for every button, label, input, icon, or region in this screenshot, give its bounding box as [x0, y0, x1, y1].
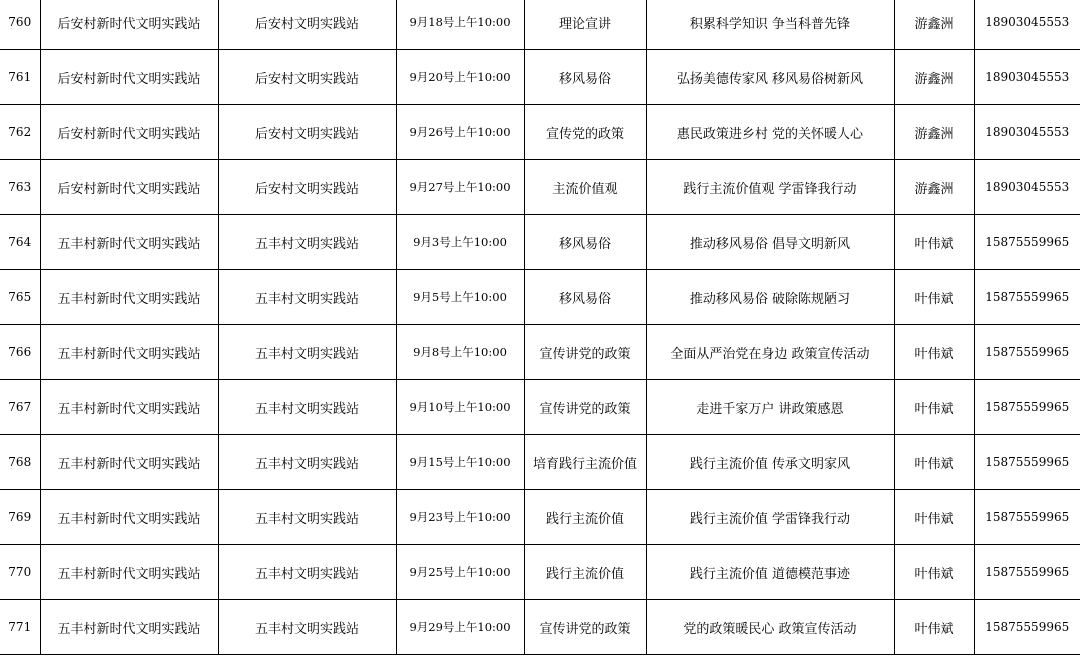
unit-cell: 五丰村新时代文明实践站 — [40, 325, 218, 380]
contact-cell: 叶伟斌 — [894, 380, 974, 435]
category-cell: 宣传讲党的政策 — [524, 325, 646, 380]
time-cell: 9月26号上午10:00 — [396, 105, 524, 160]
table-row — [0, 105, 1080, 160]
phone-cell: 15875559965 — [974, 600, 1080, 655]
phone-cell: 18903045553 — [974, 105, 1080, 160]
time-cell: 9月3号上午10:00 — [396, 215, 524, 270]
category-cell: 培育践行主流价值 — [524, 435, 646, 490]
unit-cell: 五丰村新时代文明实践站 — [40, 380, 218, 435]
contact-cell: 叶伟斌 — [894, 545, 974, 600]
phone-cell: 18903045553 — [974, 0, 1080, 50]
row-number-cell: 761 — [0, 50, 40, 105]
theme-cell: 践行主流价值 传承文明家风 — [646, 435, 894, 490]
phone-cell: 15875559965 — [974, 325, 1080, 380]
time-cell: 9月29号上午10:00 — [396, 600, 524, 655]
unit-cell: 五丰村新时代文明实践站 — [40, 490, 218, 545]
phone-cell: 15875559965 — [974, 545, 1080, 600]
theme-cell: 践行主流价值 学雷锋我行动 — [646, 490, 894, 545]
row-number-cell: 764 — [0, 215, 40, 270]
site-cell: 五丰村文明实践站 — [218, 490, 396, 545]
phone-cell: 15875559965 — [974, 215, 1080, 270]
theme-cell: 践行主流价值 道德模范事迹 — [646, 545, 894, 600]
time-cell: 9月5号上午10:00 — [396, 270, 524, 325]
contact-cell: 叶伟斌 — [894, 600, 974, 655]
site-cell: 五丰村文明实践站 — [218, 380, 396, 435]
site-cell: 后安村文明实践站 — [218, 160, 396, 215]
unit-cell: 五丰村新时代文明实践站 — [40, 270, 218, 325]
contact-cell: 游鑫洲 — [894, 50, 974, 105]
table-row — [0, 380, 1080, 435]
row-number-cell: 762 — [0, 105, 40, 160]
contact-cell: 游鑫洲 — [894, 105, 974, 160]
site-cell: 五丰村文明实践站 — [218, 435, 396, 490]
table-row — [0, 435, 1080, 490]
unit-cell: 五丰村新时代文明实践站 — [40, 215, 218, 270]
table-row — [0, 0, 1080, 50]
row-number-cell: 766 — [0, 325, 40, 380]
phone-cell: 15875559965 — [974, 435, 1080, 490]
table-row — [0, 600, 1080, 655]
time-cell: 9月23号上午10:00 — [396, 490, 524, 545]
site-cell: 五丰村文明实践站 — [218, 545, 396, 600]
contact-cell: 叶伟斌 — [894, 490, 974, 545]
row-number-cell: 768 — [0, 435, 40, 490]
table-row — [0, 270, 1080, 325]
contact-cell: 游鑫洲 — [894, 0, 974, 50]
theme-cell: 积累科学知识 争当科普先锋 — [646, 0, 894, 50]
contact-cell: 叶伟斌 — [894, 215, 974, 270]
unit-cell: 后安村新时代文明实践站 — [40, 160, 218, 215]
site-cell: 后安村文明实践站 — [218, 0, 396, 50]
table-row — [0, 490, 1080, 545]
unit-cell: 五丰村新时代文明实践站 — [40, 435, 218, 490]
phone-cell: 18903045553 — [974, 160, 1080, 215]
category-cell: 宣传讲党的政策 — [524, 600, 646, 655]
time-cell: 9月10号上午10:00 — [396, 380, 524, 435]
phone-cell: 18903045553 — [974, 50, 1080, 105]
time-cell: 9月27号上午10:00 — [396, 160, 524, 215]
category-cell: 移风易俗 — [524, 50, 646, 105]
theme-cell: 弘扬美德传家风 移风易俗树新风 — [646, 50, 894, 105]
time-cell: 9月25号上午10:00 — [396, 545, 524, 600]
site-cell: 五丰村文明实践站 — [218, 600, 396, 655]
table-row — [0, 215, 1080, 270]
theme-cell: 走进千家万户 讲政策感恩 — [646, 380, 894, 435]
row-number-cell: 771 — [0, 600, 40, 655]
table-row — [0, 325, 1080, 380]
theme-cell: 党的政策暖民心 政策宣传活动 — [646, 600, 894, 655]
category-cell: 移风易俗 — [524, 270, 646, 325]
site-cell: 后安村文明实践站 — [218, 105, 396, 160]
row-number-cell: 765 — [0, 270, 40, 325]
row-number-cell: 763 — [0, 160, 40, 215]
unit-cell: 后安村新时代文明实践站 — [40, 0, 218, 50]
time-cell: 9月8号上午10:00 — [396, 325, 524, 380]
unit-cell: 后安村新时代文明实践站 — [40, 105, 218, 160]
time-cell: 9月15号上午10:00 — [396, 435, 524, 490]
row-number-cell: 760 — [0, 0, 40, 50]
category-cell: 宣传党的政策 — [524, 105, 646, 160]
category-cell: 宣传讲党的政策 — [524, 380, 646, 435]
site-cell: 五丰村文明实践站 — [218, 215, 396, 270]
category-cell: 践行主流价值 — [524, 545, 646, 600]
unit-cell: 五丰村新时代文明实践站 — [40, 600, 218, 655]
site-cell: 后安村文明实践站 — [218, 50, 396, 105]
time-cell: 9月20号上午10:00 — [396, 50, 524, 105]
row-number-cell: 770 — [0, 545, 40, 600]
theme-cell: 惠民政策进乡村 党的关怀暖人心 — [646, 105, 894, 160]
phone-cell: 15875559965 — [974, 270, 1080, 325]
unit-cell: 后安村新时代文明实践站 — [40, 50, 218, 105]
table-row — [0, 50, 1080, 105]
category-cell: 主流价值观 — [524, 160, 646, 215]
unit-cell: 五丰村新时代文明实践站 — [40, 545, 218, 600]
contact-cell: 叶伟斌 — [894, 325, 974, 380]
phone-cell: 15875559965 — [974, 380, 1080, 435]
time-cell: 9月18号上午10:00 — [396, 0, 524, 50]
row-number-cell: 767 — [0, 380, 40, 435]
theme-cell: 推动移风易俗 破除陈规陋习 — [646, 270, 894, 325]
theme-cell: 践行主流价值观 学雷锋我行动 — [646, 160, 894, 215]
contact-cell: 游鑫洲 — [894, 160, 974, 215]
category-cell: 践行主流价值 — [524, 490, 646, 545]
category-cell: 移风易俗 — [524, 215, 646, 270]
contact-cell: 叶伟斌 — [894, 435, 974, 490]
site-cell: 五丰村文明实践站 — [218, 270, 396, 325]
theme-cell: 推动移风易俗 倡导文明新风 — [646, 215, 894, 270]
row-number-cell: 769 — [0, 490, 40, 545]
table-row — [0, 160, 1080, 215]
category-cell: 理论宣讲 — [524, 0, 646, 50]
site-cell: 五丰村文明实践站 — [218, 325, 396, 380]
phone-cell: 15875559965 — [974, 490, 1080, 545]
contact-cell: 叶伟斌 — [894, 270, 974, 325]
theme-cell: 全面从严治党在身边 政策宣传活动 — [646, 325, 894, 380]
table-row — [0, 545, 1080, 600]
